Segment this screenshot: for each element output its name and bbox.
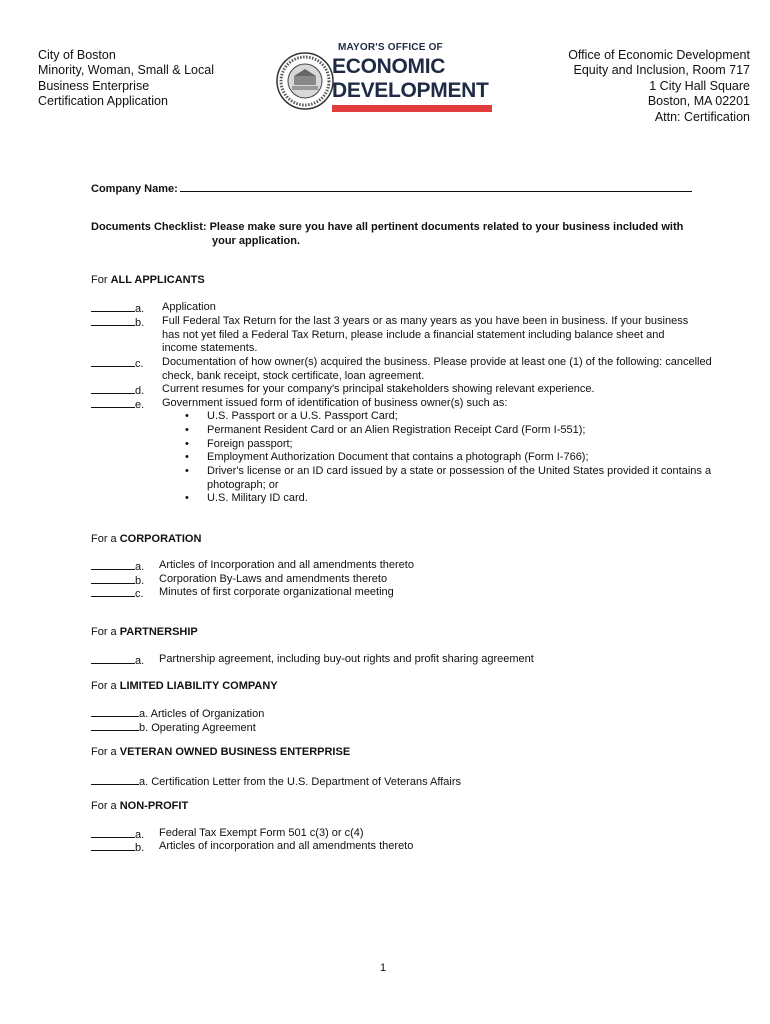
checkbox-blank[interactable] bbox=[91, 573, 135, 584]
header-right-line: Boston, MA 02201 bbox=[647, 94, 750, 109]
list-item bbox=[91, 774, 461, 790]
section-title: CORPORATION bbox=[119, 533, 202, 545]
header-right bbox=[568, 48, 750, 125]
item-text: b. Operating Agreement bbox=[139, 722, 256, 734]
item-letter: e. bbox=[135, 399, 145, 411]
checkbox-blank[interactable] bbox=[91, 301, 135, 312]
bullet-item bbox=[207, 410, 398, 424]
item-letter: a. bbox=[135, 829, 145, 841]
section-all-applicants bbox=[91, 274, 205, 286]
item-text bbox=[162, 397, 507, 411]
item-text: Minutes of first corporate organizational meeting bbox=[159, 586, 394, 598]
list-item bbox=[91, 720, 256, 736]
bullet-text: • Permanent Resident Card or an Alien Registration Receipt Card (Form I-551); bbox=[207, 424, 586, 436]
item-letter: a. bbox=[135, 561, 145, 573]
item-text bbox=[162, 301, 216, 315]
item-letter: d. bbox=[135, 385, 145, 397]
company-name-label: Company Name: bbox=[91, 183, 178, 195]
checkbox-blank[interactable] bbox=[91, 653, 135, 664]
item-letter: b. bbox=[135, 317, 145, 329]
section-title: NON-PROFIT bbox=[119, 800, 189, 812]
item-letter: c. bbox=[135, 358, 144, 370]
checkbox-blank[interactable] bbox=[91, 356, 135, 367]
checkbox-blank[interactable] bbox=[91, 774, 139, 785]
company-name-field bbox=[91, 180, 692, 195]
bullet-text: • Driver's license or an ID card issued by a state or possession of the United States provided it contains a bbox=[207, 465, 712, 477]
section-prefix: For a bbox=[91, 800, 120, 812]
checkbox-blank[interactable] bbox=[91, 315, 135, 326]
header-right-line: 1 City Hall Square bbox=[649, 78, 750, 93]
logo bbox=[276, 42, 492, 116]
item-text: Federal Tax Exempt Form 501 c(3) or c(4) bbox=[159, 827, 364, 839]
item-text bbox=[162, 383, 595, 397]
bullet-text: photograph; or bbox=[207, 478, 279, 491]
item-text-line: Full Federal Tax Return for the last 3 years or as many years as you have been in business. If your business bbox=[162, 315, 689, 327]
list-item bbox=[91, 586, 144, 602]
section-prefix: For a bbox=[91, 680, 120, 692]
section-title: ALL APPLICANTS bbox=[110, 274, 205, 286]
section-title: VETERAN OWNED BUSINESS ENTERPRISE bbox=[119, 746, 351, 758]
checkbox-blank[interactable] bbox=[91, 720, 139, 731]
logo-small-text: MAYOR'S OFFICE OF bbox=[338, 42, 443, 53]
logo-line1: ECONOMIC bbox=[332, 55, 446, 78]
city-seal-icon bbox=[276, 52, 334, 110]
list-item bbox=[91, 840, 144, 856]
page-number: 1 bbox=[380, 962, 387, 974]
bullet-item bbox=[207, 465, 711, 492]
item-letter: a. bbox=[135, 655, 145, 667]
logo-line2: DEVELOPMENT bbox=[332, 79, 489, 102]
bullet-text: • Employment Authorization Document that contains a photograph (Form I-766); bbox=[207, 451, 589, 463]
section-veteran bbox=[91, 746, 350, 758]
list-item bbox=[91, 315, 144, 331]
item-text-line: check, bank receipt, stock certificate, loan agreement. bbox=[162, 369, 425, 382]
header-left-line: Business Enterprise bbox=[38, 78, 150, 93]
logo-accent-bar bbox=[332, 105, 492, 112]
checkbox-blank[interactable] bbox=[91, 706, 139, 717]
section-title: LIMITED LIABILITY COMPANY bbox=[119, 680, 278, 692]
checkbox-blank[interactable] bbox=[91, 840, 135, 851]
item-text-line: Application bbox=[162, 301, 216, 313]
item-text bbox=[162, 315, 688, 356]
section-corporation bbox=[91, 533, 201, 545]
header-left bbox=[38, 48, 214, 110]
bullet-item bbox=[207, 451, 589, 465]
item-letter: b. bbox=[135, 842, 145, 854]
checkbox-blank[interactable] bbox=[91, 586, 135, 597]
section-llc bbox=[91, 680, 278, 692]
header-right-line: Equity and Inclusion, Room 717 bbox=[573, 63, 750, 78]
item-letter: a. bbox=[135, 303, 145, 315]
item-text: Articles of incorporation and all amendments thereto bbox=[159, 840, 414, 852]
documents-checklist-heading bbox=[91, 220, 741, 248]
item-letter: c. bbox=[135, 588, 144, 600]
item-text: Corporation By-Laws and amendments thereto bbox=[159, 573, 388, 585]
item-letter: b. bbox=[135, 575, 145, 587]
header-left-line: City of Boston bbox=[38, 48, 116, 62]
section-prefix: For a bbox=[91, 533, 120, 545]
checkbox-blank[interactable] bbox=[91, 559, 135, 570]
section-title: PARTNERSHIP bbox=[119, 626, 198, 638]
item-text: Partnership agreement, including buy-out rights and profit sharing agreement bbox=[159, 653, 534, 665]
item-text bbox=[162, 356, 712, 383]
bullet-item bbox=[207, 424, 585, 438]
section-prefix: For a bbox=[91, 746, 120, 758]
bullet-text: • U.S. Passport or a U.S. Passport Card; bbox=[207, 410, 398, 422]
item-text: Articles of Incorporation and all amendments thereto bbox=[159, 559, 414, 571]
item-text-line: Documentation of how owner(s) acquired the business. Please provide at least one (1) of the following: cancelled bbox=[162, 356, 712, 368]
item-text-line: Current resumes for your company's principal stakeholders showing relevant experience. bbox=[162, 383, 595, 395]
bullet-item bbox=[207, 492, 308, 506]
item-text: a. Certification Letter from the U.S. Department of Veterans Affairs bbox=[139, 776, 462, 788]
item-text-line: has not yet filed a Federal Tax Return, please include a financial statement including balance sheet and bbox=[162, 328, 665, 341]
list-item bbox=[91, 653, 144, 669]
company-name-input[interactable] bbox=[180, 180, 692, 192]
header-left-line: Certification Application bbox=[38, 94, 168, 109]
header-right-line: Attn: Certification bbox=[654, 109, 750, 124]
item-text-line: income statements. bbox=[162, 342, 258, 355]
section-prefix: For bbox=[91, 274, 111, 286]
checkbox-blank[interactable] bbox=[91, 397, 135, 408]
checklist-line2: your application. bbox=[212, 235, 301, 247]
item-text: a. Articles of Organization bbox=[139, 708, 265, 720]
section-nonprofit bbox=[91, 800, 188, 812]
bullet-item bbox=[207, 438, 293, 452]
item-text-line: Government issued form of identification of business owner(s) such as: bbox=[162, 397, 508, 409]
header-right-line: Office of Economic Development bbox=[568, 48, 750, 62]
bullet-text: • U.S. Military ID card. bbox=[207, 492, 308, 504]
checklist-line1: Documents Checklist: Please make sure you have all pertinent documents related to your business included with bbox=[91, 221, 684, 233]
section-partnership bbox=[91, 626, 198, 638]
list-item bbox=[91, 356, 144, 372]
list-item bbox=[91, 397, 144, 413]
bullet-text: • Foreign passport; bbox=[207, 438, 293, 450]
checkbox-blank[interactable] bbox=[91, 383, 135, 394]
section-prefix: For a bbox=[91, 626, 120, 638]
checkbox-blank[interactable] bbox=[91, 827, 135, 838]
header-left-line: Minority, Woman, Small & Local bbox=[38, 63, 214, 78]
